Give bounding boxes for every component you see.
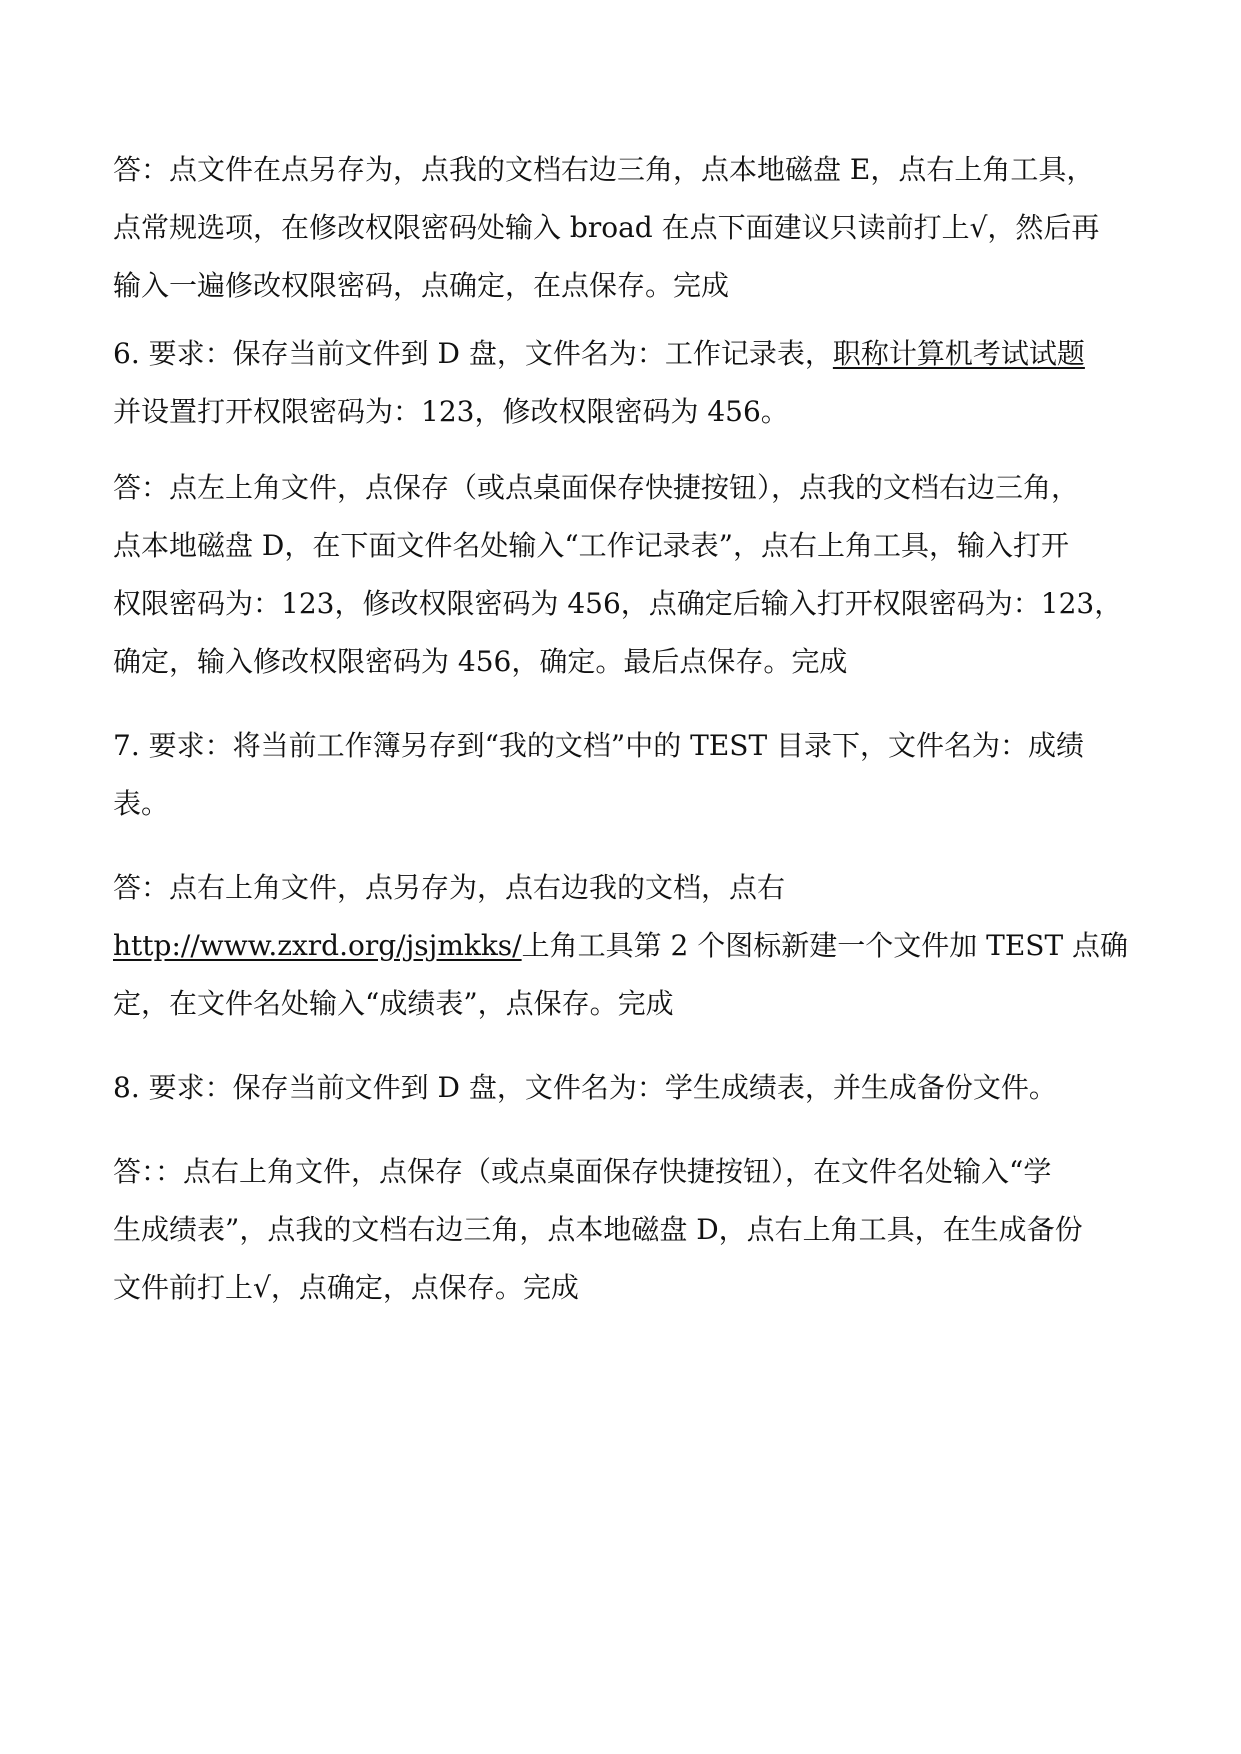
question-7-line-2: 表。 — [113, 787, 170, 820]
question-7-line-1: 7. 要求：将当前工作簿另存到“我的文档”中的 TEST 目录下，文件名为：成绩 — [113, 729, 1085, 762]
question-8-line-1: 8. 要求：保存当前文件到 D 盘，文件名为：学生成绩表，并生成备份文件。 — [113, 1071, 1057, 1104]
answer-8-line-1: 答：：点右上角文件，点保存（或点桌面保存快捷按钮），在文件名处输入“学 — [113, 1155, 1052, 1188]
question-6-line-2: 并设置打开权限密码为：123，修改权限密码为 456。 — [113, 395, 789, 428]
answer-7-line-3: 定，在文件名处输入“成绩表”，点保存。完成 — [113, 987, 674, 1020]
exam-questions-link[interactable]: 职称计算机考试试题 — [832, 337, 1085, 370]
question-6-line-1 — [113, 332, 1085, 376]
answer-5-line-2: 点常规选项，在修改权限密码处输入 broad 在点下面建议只读前打上√，然后再 — [113, 211, 1100, 244]
answer-6-line-2: 点本地磁盘 D，在下面文件名处输入“工作记录表”，点右上角工具，输入打开 — [113, 529, 1069, 562]
answer-6-line-4: 确定，输入修改权限密码为 456，确定。最后点保存。完成 — [113, 645, 848, 678]
question-6-text: 6. 要求：保存当前文件到 D 盘，文件名为：工作记录表， — [113, 337, 833, 370]
zxrd-url-link[interactable]: http://www.zxrd.org/jsjmkks/ — [113, 929, 522, 962]
answer-7-line-2-text: 上角工具第 2 个图标新建一个文件加 TEST 点确 — [521, 929, 1129, 962]
answer-7-line-2 — [113, 924, 1128, 968]
answer-5-line-1: 答：点文件在点另存为，点我的文档右边三角，点本地磁盘 E，点右上角工具， — [113, 153, 1095, 186]
answer-8-line-2: 生成绩表”，点我的文档右边三角，点本地磁盘 D，点右上角工具，在生成备份 — [113, 1213, 1083, 1246]
answer-8-line-3: 文件前打上√，点确定，点保存。完成 — [113, 1271, 579, 1304]
answer-6-line-3: 权限密码为：123，修改权限密码为 456，点确定后输入打开权限密码为：123， — [113, 587, 1123, 620]
answer-5-line-3: 输入一遍修改权限密码，点确定，在点保存。完成 — [113, 269, 730, 302]
answer-7-line-1: 答：点右上角文件，点另存为，点右边我的文档，点右 — [113, 871, 786, 904]
answer-6-line-1: 答：点左上角文件，点保存（或点桌面保存快捷按钮），点我的文档右边三角， — [113, 471, 1080, 504]
